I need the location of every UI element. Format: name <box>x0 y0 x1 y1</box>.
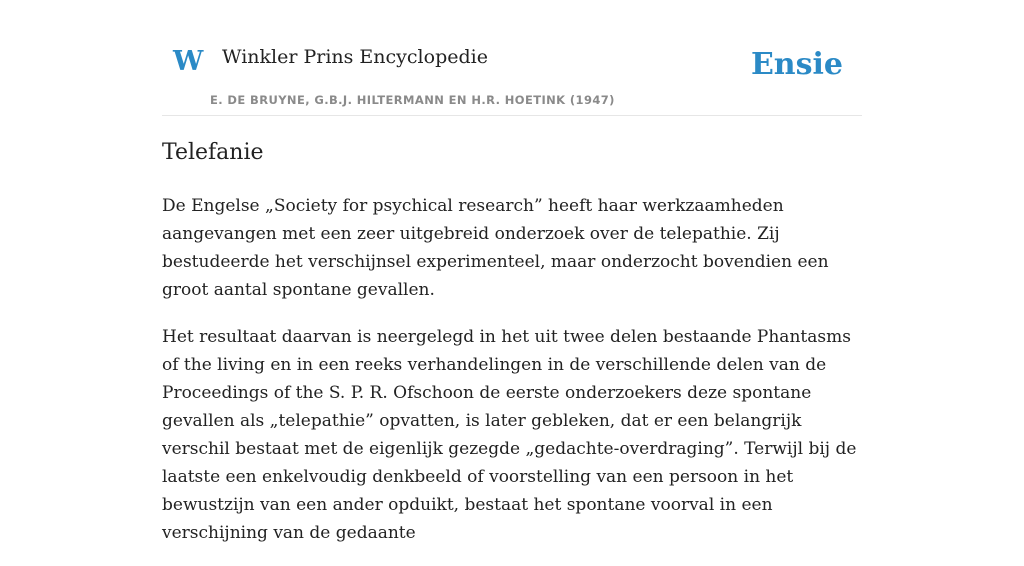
article-content <box>162 192 862 566</box>
article-paragraph-1: De Engelse „Society for psychical research” heeft haar werkzaamheden aangevangen met een zeer uitgebreid onderzoek over de telepathie. Zij bestudeerde het verschijnsel experimenteel, maar onderzocht bovendien een groot aantal spontane gevallen. <box>162 196 829 300</box>
authors-line: E. DE BRUYNE, G.B.J. HILTERMANN EN H.R. HOETINK (1947) <box>210 93 615 107</box>
article-paragraph-2: Het resultaat daarvan is neergelegd in het uit twee delen bestaande Phantasms of the living en in een reeks verhandelingen in de verschillende delen van de Proceedings of the S. P. R. Ofschoon de eerste onderzoekers deze spontane gevallen als „telepathie” opvatten, is later gebleken, dat er een belangrijk verschil bestaat met de eigenlijk gezegde „gedachte-overdraging”. Terwijl bij de laatste een enkelvoudig denkbeeld of voorstelling van een persoon in het bewustzijn van een ander opduikt, bestaat het spontane voorval in een verschijning van de gedaante <box>162 327 857 543</box>
site-title[interactable]: Winkler Prins Encyclopedie <box>222 46 488 68</box>
article-title: Telefanie <box>162 140 264 165</box>
ensie-brand-logo[interactable]: Ensie <box>750 47 843 82</box>
site-header <box>162 0 862 116</box>
winkler-prins-logo-icon[interactable]: W <box>173 46 204 77</box>
